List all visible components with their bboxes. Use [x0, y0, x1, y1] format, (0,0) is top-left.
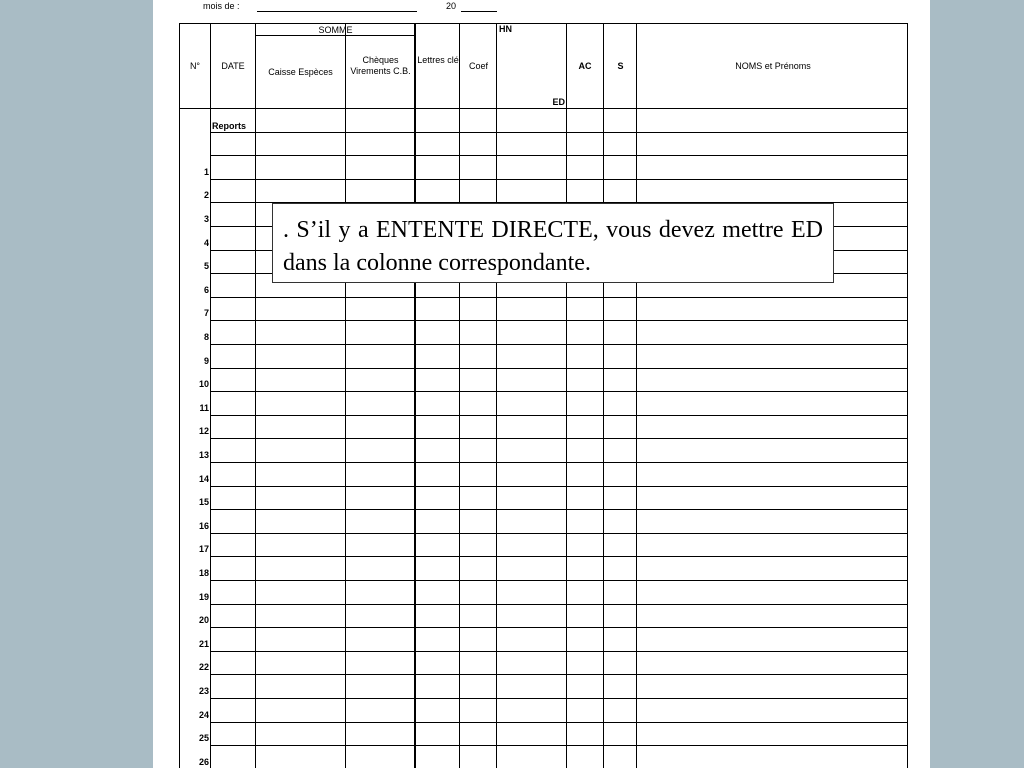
col-somme-header: SOMME [318, 25, 353, 35]
grid-hline [179, 23, 908, 24]
row-number: 20 [198, 615, 209, 625]
row-number: 17 [198, 544, 209, 554]
row-number: 6 [203, 285, 209, 295]
row-number: 15 [198, 497, 209, 507]
col-cheques-header: Chèques Virements C.B. [350, 55, 411, 76]
row-number: 23 [198, 686, 209, 696]
grid-hline [210, 368, 908, 369]
grid-hline [210, 556, 908, 557]
row-number: 18 [198, 568, 209, 578]
grid-hline [210, 745, 908, 746]
grid-vline [179, 23, 180, 768]
grid-hline [210, 486, 908, 487]
grid-hline [210, 509, 908, 510]
grid-hline [210, 580, 908, 581]
col-ac-header: AC [578, 61, 592, 71]
grid-vline [496, 23, 497, 768]
row-number: 4 [203, 238, 209, 248]
grid-hline [210, 604, 908, 605]
grid-hline [210, 722, 908, 723]
col-hn-header: HN [499, 24, 512, 34]
col-ed-header: ED [552, 97, 565, 107]
row-number: 14 [198, 474, 209, 484]
grid-hline [210, 391, 908, 392]
grid-vline [210, 23, 211, 768]
row-number: 16 [198, 521, 209, 531]
grid-hline [210, 674, 908, 675]
col-coef-header: Coef [468, 61, 488, 71]
grid-hline [210, 320, 908, 321]
grid-vline [459, 23, 460, 768]
month-label: mois de : [203, 1, 240, 11]
grid-vline [636, 23, 637, 768]
grid-hline [210, 698, 908, 699]
row-number: 19 [198, 592, 209, 602]
grid-hline [210, 132, 908, 133]
row-number: 5 [203, 261, 209, 271]
row-number: 8 [203, 332, 209, 342]
row-number: 12 [198, 426, 209, 436]
grid-hline [210, 462, 908, 463]
instruction-callout: . S’il y a ENTENTE DIRECTE, vous devez mettre ED dans la colonne correspondante. [272, 203, 834, 283]
col-no-header: N° [189, 61, 201, 71]
grid-hline [210, 344, 908, 345]
row-number: 21 [198, 639, 209, 649]
reports-label: Reports [212, 121, 247, 131]
row-number: 26 [198, 757, 209, 767]
grid-hline [179, 108, 908, 109]
col-s-header: S [617, 61, 624, 71]
row-number: 2 [203, 190, 209, 200]
grid-vline [603, 23, 604, 768]
row-number: 9 [203, 356, 209, 366]
grid-hline [210, 415, 908, 416]
grid-vline [414, 23, 416, 768]
col-caisse-header: Caisse Espèces [268, 67, 333, 77]
row-number: 10 [198, 379, 209, 389]
row-number: 3 [203, 214, 209, 224]
grid-hline [210, 651, 908, 652]
row-number: 7 [203, 308, 209, 318]
document-page [153, 0, 930, 768]
row-number: 1 [203, 167, 209, 177]
year-label: 20 [446, 1, 457, 11]
grid-hline [210, 179, 908, 180]
col-noms-header: NOMS et Prénoms [735, 61, 811, 71]
grid-vline [345, 23, 346, 768]
grid-vline [566, 23, 567, 768]
grid-hline [210, 297, 908, 298]
row-number: 13 [198, 450, 209, 460]
ledger-table [153, 0, 930, 768]
row-number: 22 [198, 662, 209, 672]
col-date-header: DATE [221, 61, 245, 71]
col-lettres-header: Lettres clé [417, 55, 459, 65]
grid-hline [210, 627, 908, 628]
grid-vline [907, 23, 908, 768]
row-number: 24 [198, 710, 209, 720]
grid-hline [255, 35, 415, 36]
grid-vline [255, 23, 256, 768]
row-number: 11 [199, 403, 209, 413]
grid-hline [210, 533, 908, 534]
grid-hline [210, 155, 908, 156]
row-number: 25 [198, 733, 209, 743]
grid-hline [210, 438, 908, 439]
